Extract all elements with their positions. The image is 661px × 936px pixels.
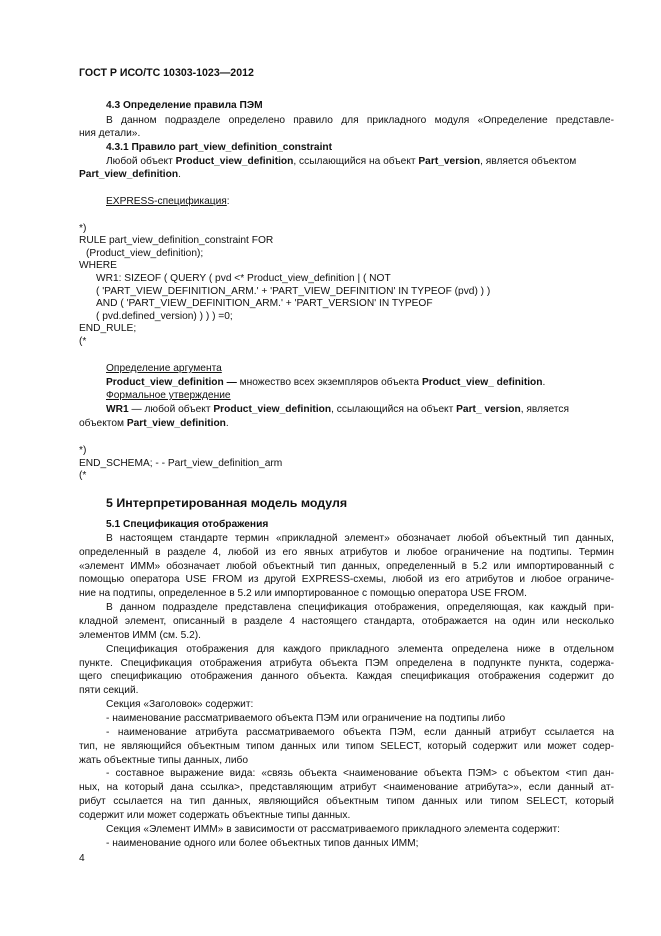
code-line: RULE part_view_definition_constraint FOR — [79, 235, 274, 246]
list-item: рибут ссылается на тип данных, являющийся объектным типом данных или типом SELECT, который — [79, 796, 614, 807]
paragraph-line: щего спецификацию отображения данного объекта. Каждая спецификация отображения содержит до — [79, 671, 614, 682]
list-item: тип, не являющийся объектным типом данных или типом SELECT, который содержит или может содер- — [79, 741, 614, 752]
paragraph-line: пункте. Спецификация отображения атрибута объекта ПЭМ определена в подпункте пункта, содержа- — [79, 658, 614, 669]
section-4-3-title: 4.3 Определение правила ПЭМ — [106, 100, 263, 111]
list-item: содержит или может содержать объектные типы данных. — [79, 810, 351, 821]
formal-statement: WR1 — любой объект Product_view_definition, ссылающийся на объект Part_ version, является — [106, 404, 569, 415]
document-header: ГОСТ Р ИСО/ТС 10303-1023—2012 — [79, 67, 254, 79]
subsection-4-3-1-title: 4.3.1 Правило part_view_definition_constraint — [106, 142, 333, 153]
list-item: ных, на который дана ссылка>, представляющим атрибут <наименование атрибута>», если данный ат- — [79, 782, 614, 793]
paragraph-line: В данном подразделе представлена спецификация отображения, определяющая, как каждый при- — [106, 602, 614, 613]
code-line: END_SCHEMA; - - Part_view_definition_arm — [79, 458, 283, 469]
code-line: (* — [79, 470, 87, 481]
paragraph-line: Секция «Заголовок» содержит: — [106, 699, 254, 710]
paragraph-line: В настоящем стандарте термин «прикладной элемент» обозначает любой объектный тип данных, — [106, 533, 614, 544]
paragraph-line: кладной элемент, описанный в разделе 4 настоящего стандарта, отображается на один или несколько — [79, 616, 614, 627]
code-line: ( pvd.defined_version) ) ) ) =0; — [96, 311, 233, 322]
code-line: AND ( 'PART_VIEW_DEFINITION_ARM.' + 'PART_VERSION' IN TYPEOF — [96, 298, 433, 309]
paragraph-line: пяти секций. — [79, 685, 139, 696]
paragraph-line: определенный в разделе 4, любой из его явных атрибутов и любое ограничение на подтипы. Термин — [79, 547, 614, 558]
list-item: - составное выражение вида: «связь объекта <наименование объекта ПЭМ> с объектом <тип дан- — [106, 768, 614, 779]
page-number: 4 — [79, 853, 85, 864]
argument-definition: Product_view_definition — множество всех экземпляров объекта Product_view_ definition. — [106, 377, 546, 388]
code-line: WR1: SIZEOF ( QUERY ( pvd <* Product_view_definition | ( NOT — [96, 273, 391, 284]
code-line: *) — [79, 223, 87, 234]
paragraph-line: помощью оператора USE FROM из другой EXPRESS-схемы, любой из его атрибутов и любое ограниче- — [79, 574, 614, 585]
paragraph-line: ние на подтипы, определенное в 5.2 или импортированное с помощью оператора USE FROM. — [79, 588, 527, 599]
code-line: *) — [79, 445, 87, 456]
paragraph-line: элементов ИММ (см. 5.2). — [79, 630, 202, 641]
list-item: - наименование одного или более объектных типов данных ИММ; — [106, 838, 419, 849]
paragraph-line: Part_view_definition. — [79, 169, 181, 180]
list-item: - наименование рассматриваемого объекта ПЭМ или ограничение на подтипы либо — [106, 713, 506, 724]
code-line: (* — [79, 336, 87, 347]
formal-statement-label: Формальное утверждение — [106, 390, 231, 401]
subsection-5-1-title: 5.1 Спецификация отображения — [106, 519, 269, 530]
express-label: EXPRESS-спецификация: — [106, 196, 230, 207]
code-line: END_RULE; — [79, 323, 137, 334]
paragraph-line: «элемент ИММ» обозначает любой объектный тип данных, определенный в 5.2 или импортированный с — [79, 561, 614, 572]
section-5-title: 5 Интерпретированная модель модуля — [106, 496, 348, 510]
code-line: WHERE — [79, 260, 117, 271]
list-item: - наименование атрибута рассматриваемого объекта ПЭМ, если данный атрибут ссылается на — [106, 727, 614, 738]
paragraph-line: ния детали». — [79, 128, 141, 139]
paragraph-line: В данном подразделе определено правило для прикладного модуля «Определение представле- — [106, 115, 614, 126]
code-line: ( 'PART_VIEW_DEFINITION_ARM.' + 'PART_VIEW_DEFINITION' IN TYPEOF (pvd) ) ) — [96, 286, 491, 297]
paragraph-line: Любой объект Product_view_definition, ссылающийся на объект Part_version, является объектом — [106, 156, 577, 167]
argument-definition-label: Определение аргумента — [106, 363, 222, 374]
formal-statement: объектом Part_view_definition. — [79, 418, 229, 429]
paragraph-line: Секция «Элемент ИММ» в зависимости от рассматриваемого прикладного элемента содержит: — [106, 824, 560, 835]
paragraph-line: Спецификация отображения для каждого прикладного элемента определена ниже в отдельном — [106, 644, 614, 655]
code-line: (Product_view_definition); — [86, 248, 204, 259]
list-item: жать объектные типы данных, либо — [79, 755, 249, 766]
